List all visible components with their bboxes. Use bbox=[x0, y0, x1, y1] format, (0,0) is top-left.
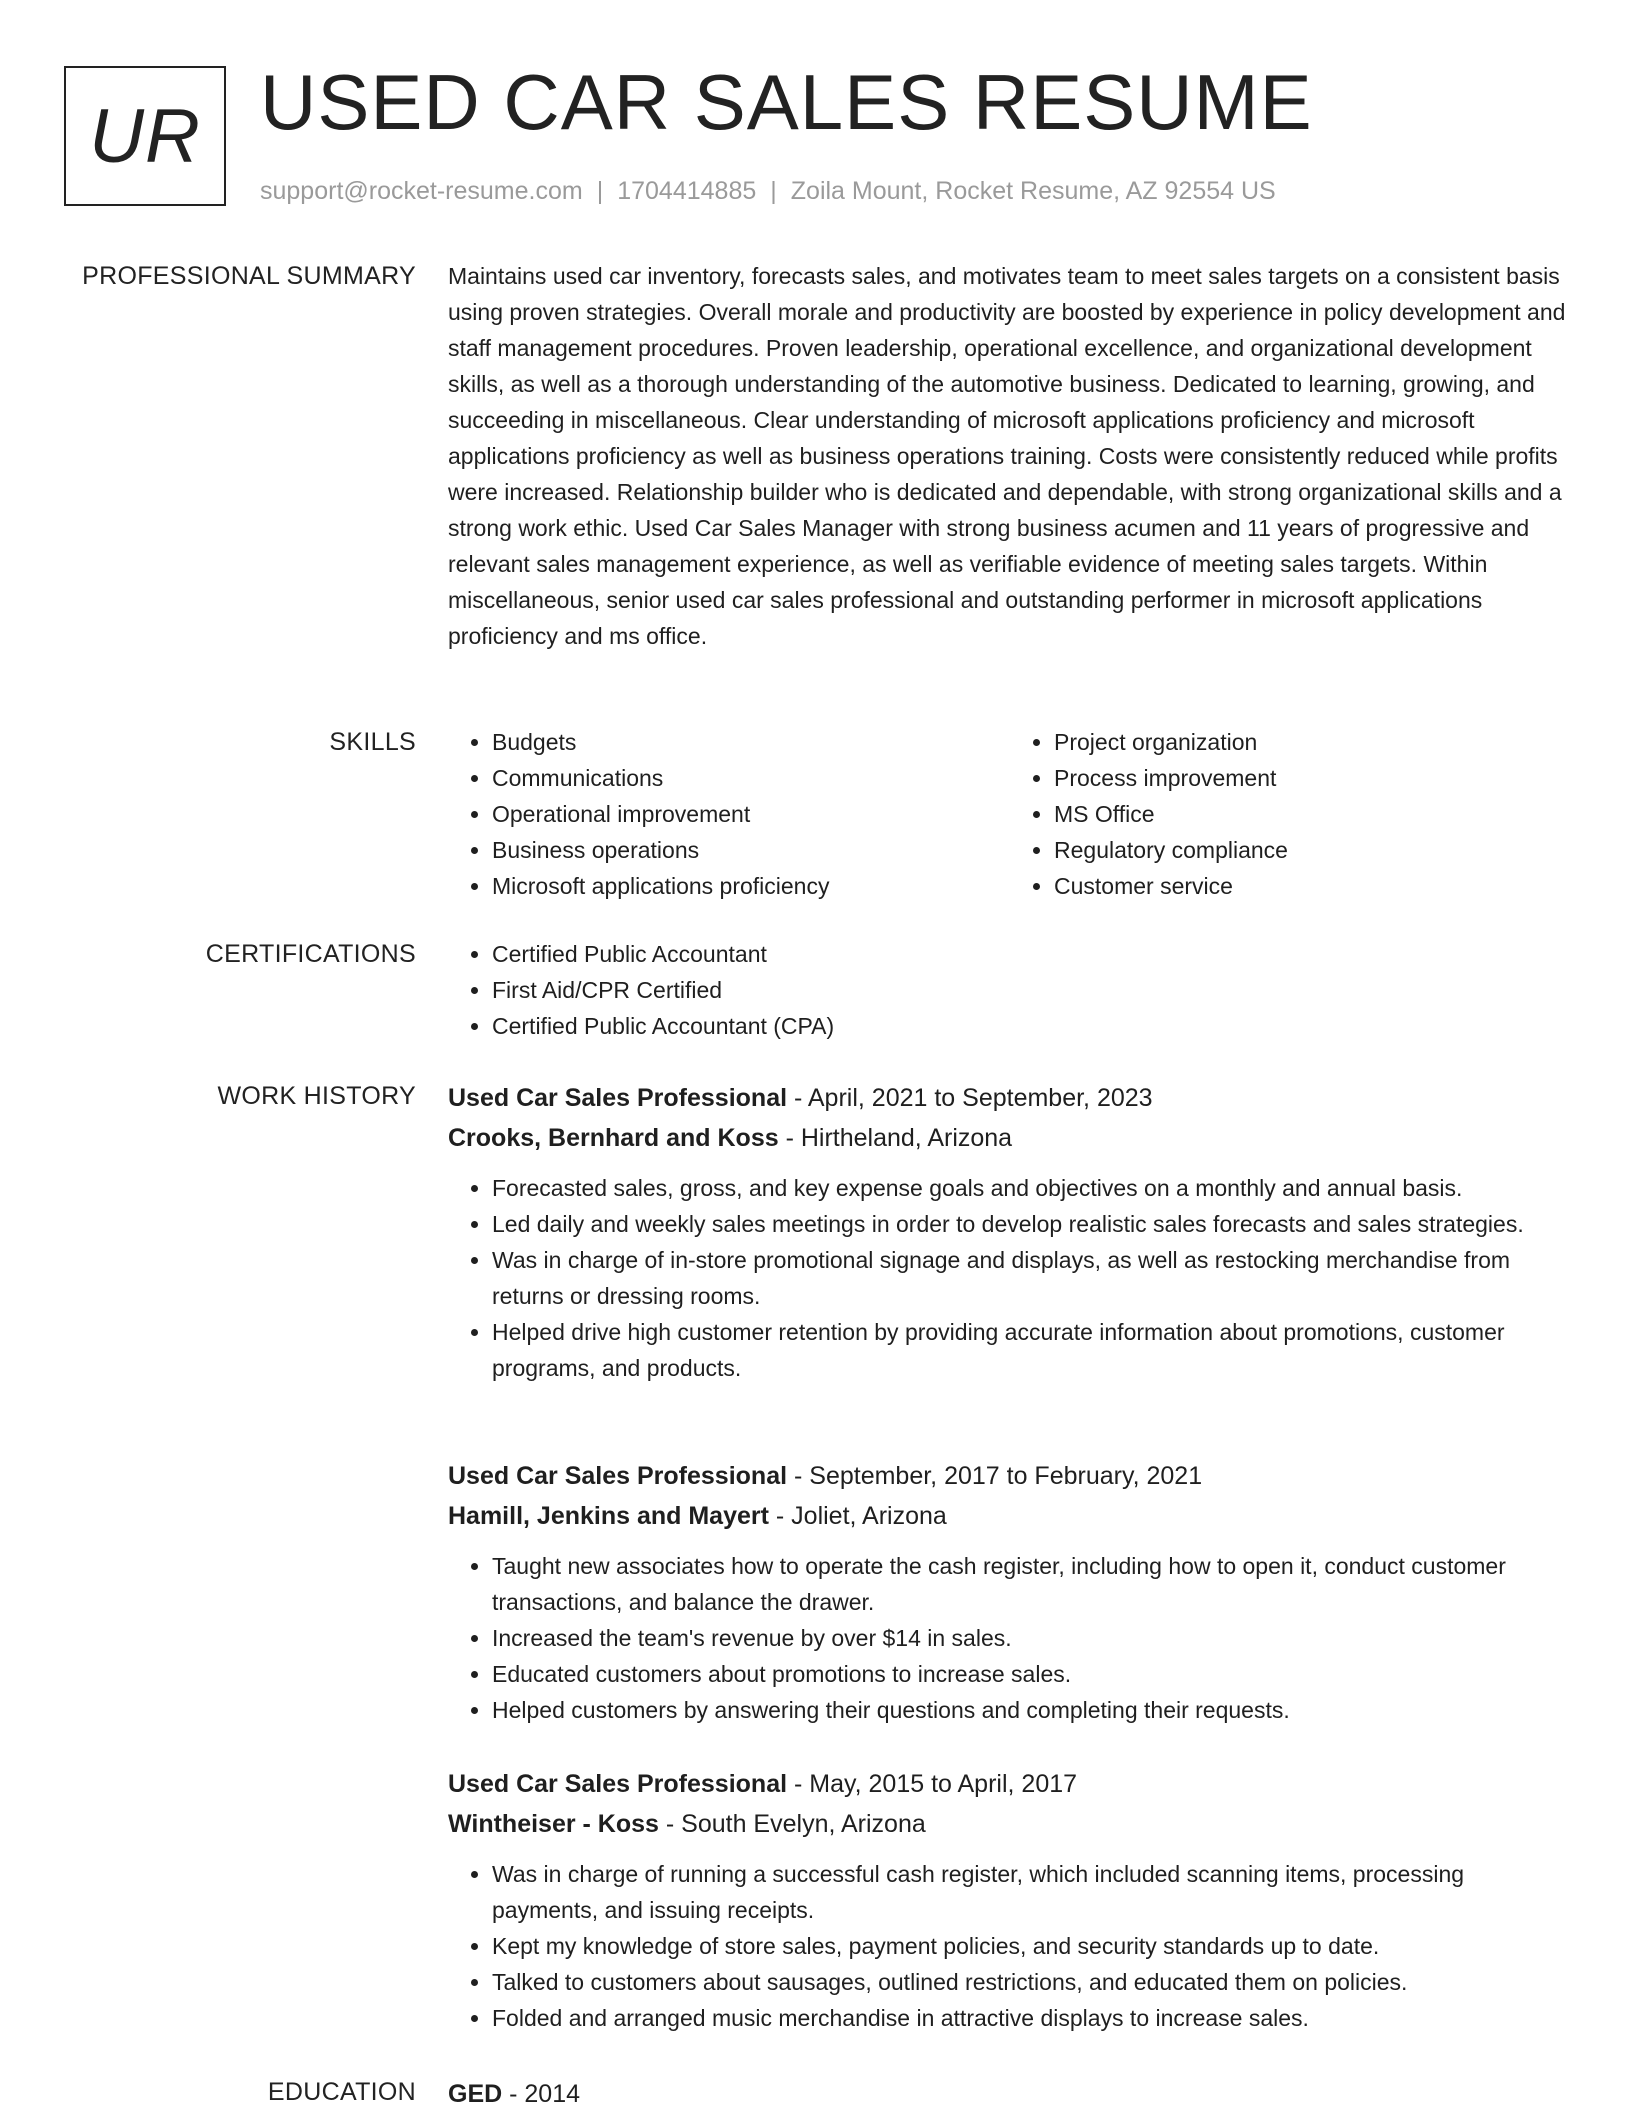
job-bullets bbox=[448, 1170, 1572, 1386]
job-title-line bbox=[448, 1456, 1572, 1496]
job-bullet: • Was in charge of running a successful cash register, which included scanning items, processing payments, and issuing receipts. bbox=[492, 1856, 1572, 1928]
contact-address: Zoila Mount, Rocket Resume, AZ 92554 US bbox=[790, 177, 1276, 205]
skill-item: • Operational improvement bbox=[492, 796, 1010, 832]
job-bullet: • Increased the team's revenue by over $14 in sales. bbox=[492, 1620, 1572, 1656]
job-title-line bbox=[448, 1078, 1572, 1118]
job-bullet: • Helped customers by answering their questions and completing their requests. bbox=[492, 1692, 1572, 1728]
section-label: SKILLS bbox=[329, 728, 416, 756]
job-bullet: • Led daily and weekly sales meetings in order to develop realistic sales forecasts and sales strategies. bbox=[492, 1206, 1572, 1242]
skills-list-right bbox=[1010, 724, 1572, 904]
skills-list-left bbox=[448, 724, 1010, 904]
job-company-line bbox=[448, 1804, 1572, 1844]
skills-columns bbox=[448, 724, 1572, 904]
certification-item: • Certified Public Accountant bbox=[492, 936, 1572, 972]
job-bullet: • Was in charge of in-store promotional signage and displays, as well as restocking merchandise from returns or dressing rooms. bbox=[492, 1242, 1572, 1314]
job-location: - Joliet, Arizona bbox=[768, 1502, 947, 1530]
job-bullet: • Talked to customers about sausages, outlined restrictions, and educated them on policies. bbox=[492, 1964, 1572, 2000]
job-title: Used Car Sales Professional bbox=[448, 1462, 788, 1490]
education-year: - 2014 bbox=[502, 2080, 581, 2108]
job-bullets bbox=[448, 1856, 1572, 2036]
skill-item: • Process improvement bbox=[1054, 760, 1572, 796]
contact-phone[interactable]: 1704414885 bbox=[617, 177, 757, 205]
job-bullet: • Forecasted sales, gross, and key expense goals and objectives on a monthly and annual basis. bbox=[492, 1170, 1572, 1206]
job-location: - Hirtheland, Arizona bbox=[778, 1124, 1013, 1152]
contact-email[interactable]: support@rocket-resume.com bbox=[260, 177, 583, 205]
job-bullet: • Folded and arranged music merchandise in attractive displays to increase sales. bbox=[492, 2000, 1572, 2036]
job-company-line bbox=[448, 1496, 1572, 1536]
contact-separator: | bbox=[596, 177, 604, 205]
monogram-badge bbox=[64, 66, 226, 206]
skill-item: • Communications bbox=[492, 760, 1010, 796]
summary-body bbox=[448, 258, 1572, 654]
job-bullet: • Taught new associates how to operate the cash register, including how to open it, conduct customer transactions, and balance the drawer. bbox=[492, 1548, 1572, 1620]
job-title: Used Car Sales Professional bbox=[448, 1770, 788, 1798]
job-dates: - April, 2021 to September, 2023 bbox=[787, 1084, 1153, 1112]
certifications-body bbox=[448, 936, 1572, 1044]
job-title: Used Car Sales Professional bbox=[448, 1084, 788, 1112]
certification-item: • Certified Public Accountant (CPA) bbox=[492, 1008, 1572, 1044]
job-bullet: • Helped drive high customer retention by providing accurate information about promotions, customer programs, and products. bbox=[492, 1314, 1572, 1386]
skill-item: • Customer service bbox=[1054, 868, 1572, 904]
resume-title: USED CAR SALES RESUME bbox=[260, 58, 1313, 146]
monogram-text: UR bbox=[89, 93, 201, 179]
job-company: Wintheiser - Koss bbox=[448, 1810, 659, 1838]
job-dates: - May, 2015 to April, 2017 bbox=[787, 1770, 1078, 1798]
contact-separator: | bbox=[770, 177, 777, 205]
job-company: Hamill, Jenkins and Mayert bbox=[448, 1502, 769, 1530]
section-label: PROFESSIONAL SUMMARY bbox=[82, 262, 416, 290]
job-title-line bbox=[448, 1764, 1572, 1804]
skill-item: • Business operations bbox=[492, 832, 1010, 868]
job-location: - South Evelyn, Arizona bbox=[658, 1810, 926, 1838]
education-entry bbox=[448, 2074, 1572, 2114]
job-entry bbox=[448, 1456, 1572, 1728]
contact-line bbox=[260, 174, 1276, 208]
job-dates: - September, 2017 to February, 2021 bbox=[787, 1462, 1203, 1490]
job-company-line bbox=[448, 1118, 1572, 1158]
skill-item: • Regulatory compliance bbox=[1054, 832, 1572, 868]
skill-item: • Budgets bbox=[492, 724, 1010, 760]
section-label: EDUCATION bbox=[267, 2078, 416, 2106]
job-bullet: • Educated customers about promotions to increase sales. bbox=[492, 1656, 1572, 1692]
summary-text: Maintains used car inventory, forecasts sales, and motivates team to meet sales targets on a consistent basis using proven strategies. Overall morale and productivity are boosted by experience in policy development and staff management procedures. Proven leadership, operational excellence, and organizational development skills, as well as a thorough understanding of the automotive business. Dedicated to learning, growing, and succeeding in miscellaneous. Clear understanding of microsoft applications proficiency and microsoft applications proficiency as well as business operations training. Costs were consistently reduced while profits were increased. Relationship builder who is dedicated and dependable, with strong organizational skills and a strong work ethic. Used Car Sales Manager with strong business acumen and 11 years of progressive and relevant sales management experience, as well as verifiable evidence of meeting sales targets. Within miscellaneous, senior used car sales professional and outstanding performer in microsoft applications proficiency and ms office. bbox=[448, 263, 1566, 649]
skill-item: • MS Office bbox=[1054, 796, 1572, 832]
job-entry bbox=[448, 1764, 1572, 2036]
certification-item: • First Aid/CPR Certified bbox=[492, 972, 1572, 1008]
section-label: CERTIFICATIONS bbox=[205, 940, 416, 968]
job-company: Crooks, Bernhard and Koss bbox=[448, 1124, 779, 1152]
education-degree: GED bbox=[448, 2080, 503, 2108]
skill-item: • Project organization bbox=[1054, 724, 1572, 760]
skill-item: • Microsoft applications proficiency bbox=[492, 868, 1010, 904]
job-bullet: • Kept my knowledge of store sales, payment policies, and security standards up to date. bbox=[492, 1928, 1572, 1964]
job-bullets bbox=[448, 1548, 1572, 1728]
job-entry bbox=[448, 1078, 1572, 1386]
section-label: WORK HISTORY bbox=[217, 1082, 416, 1110]
certifications-list bbox=[448, 936, 1572, 1044]
